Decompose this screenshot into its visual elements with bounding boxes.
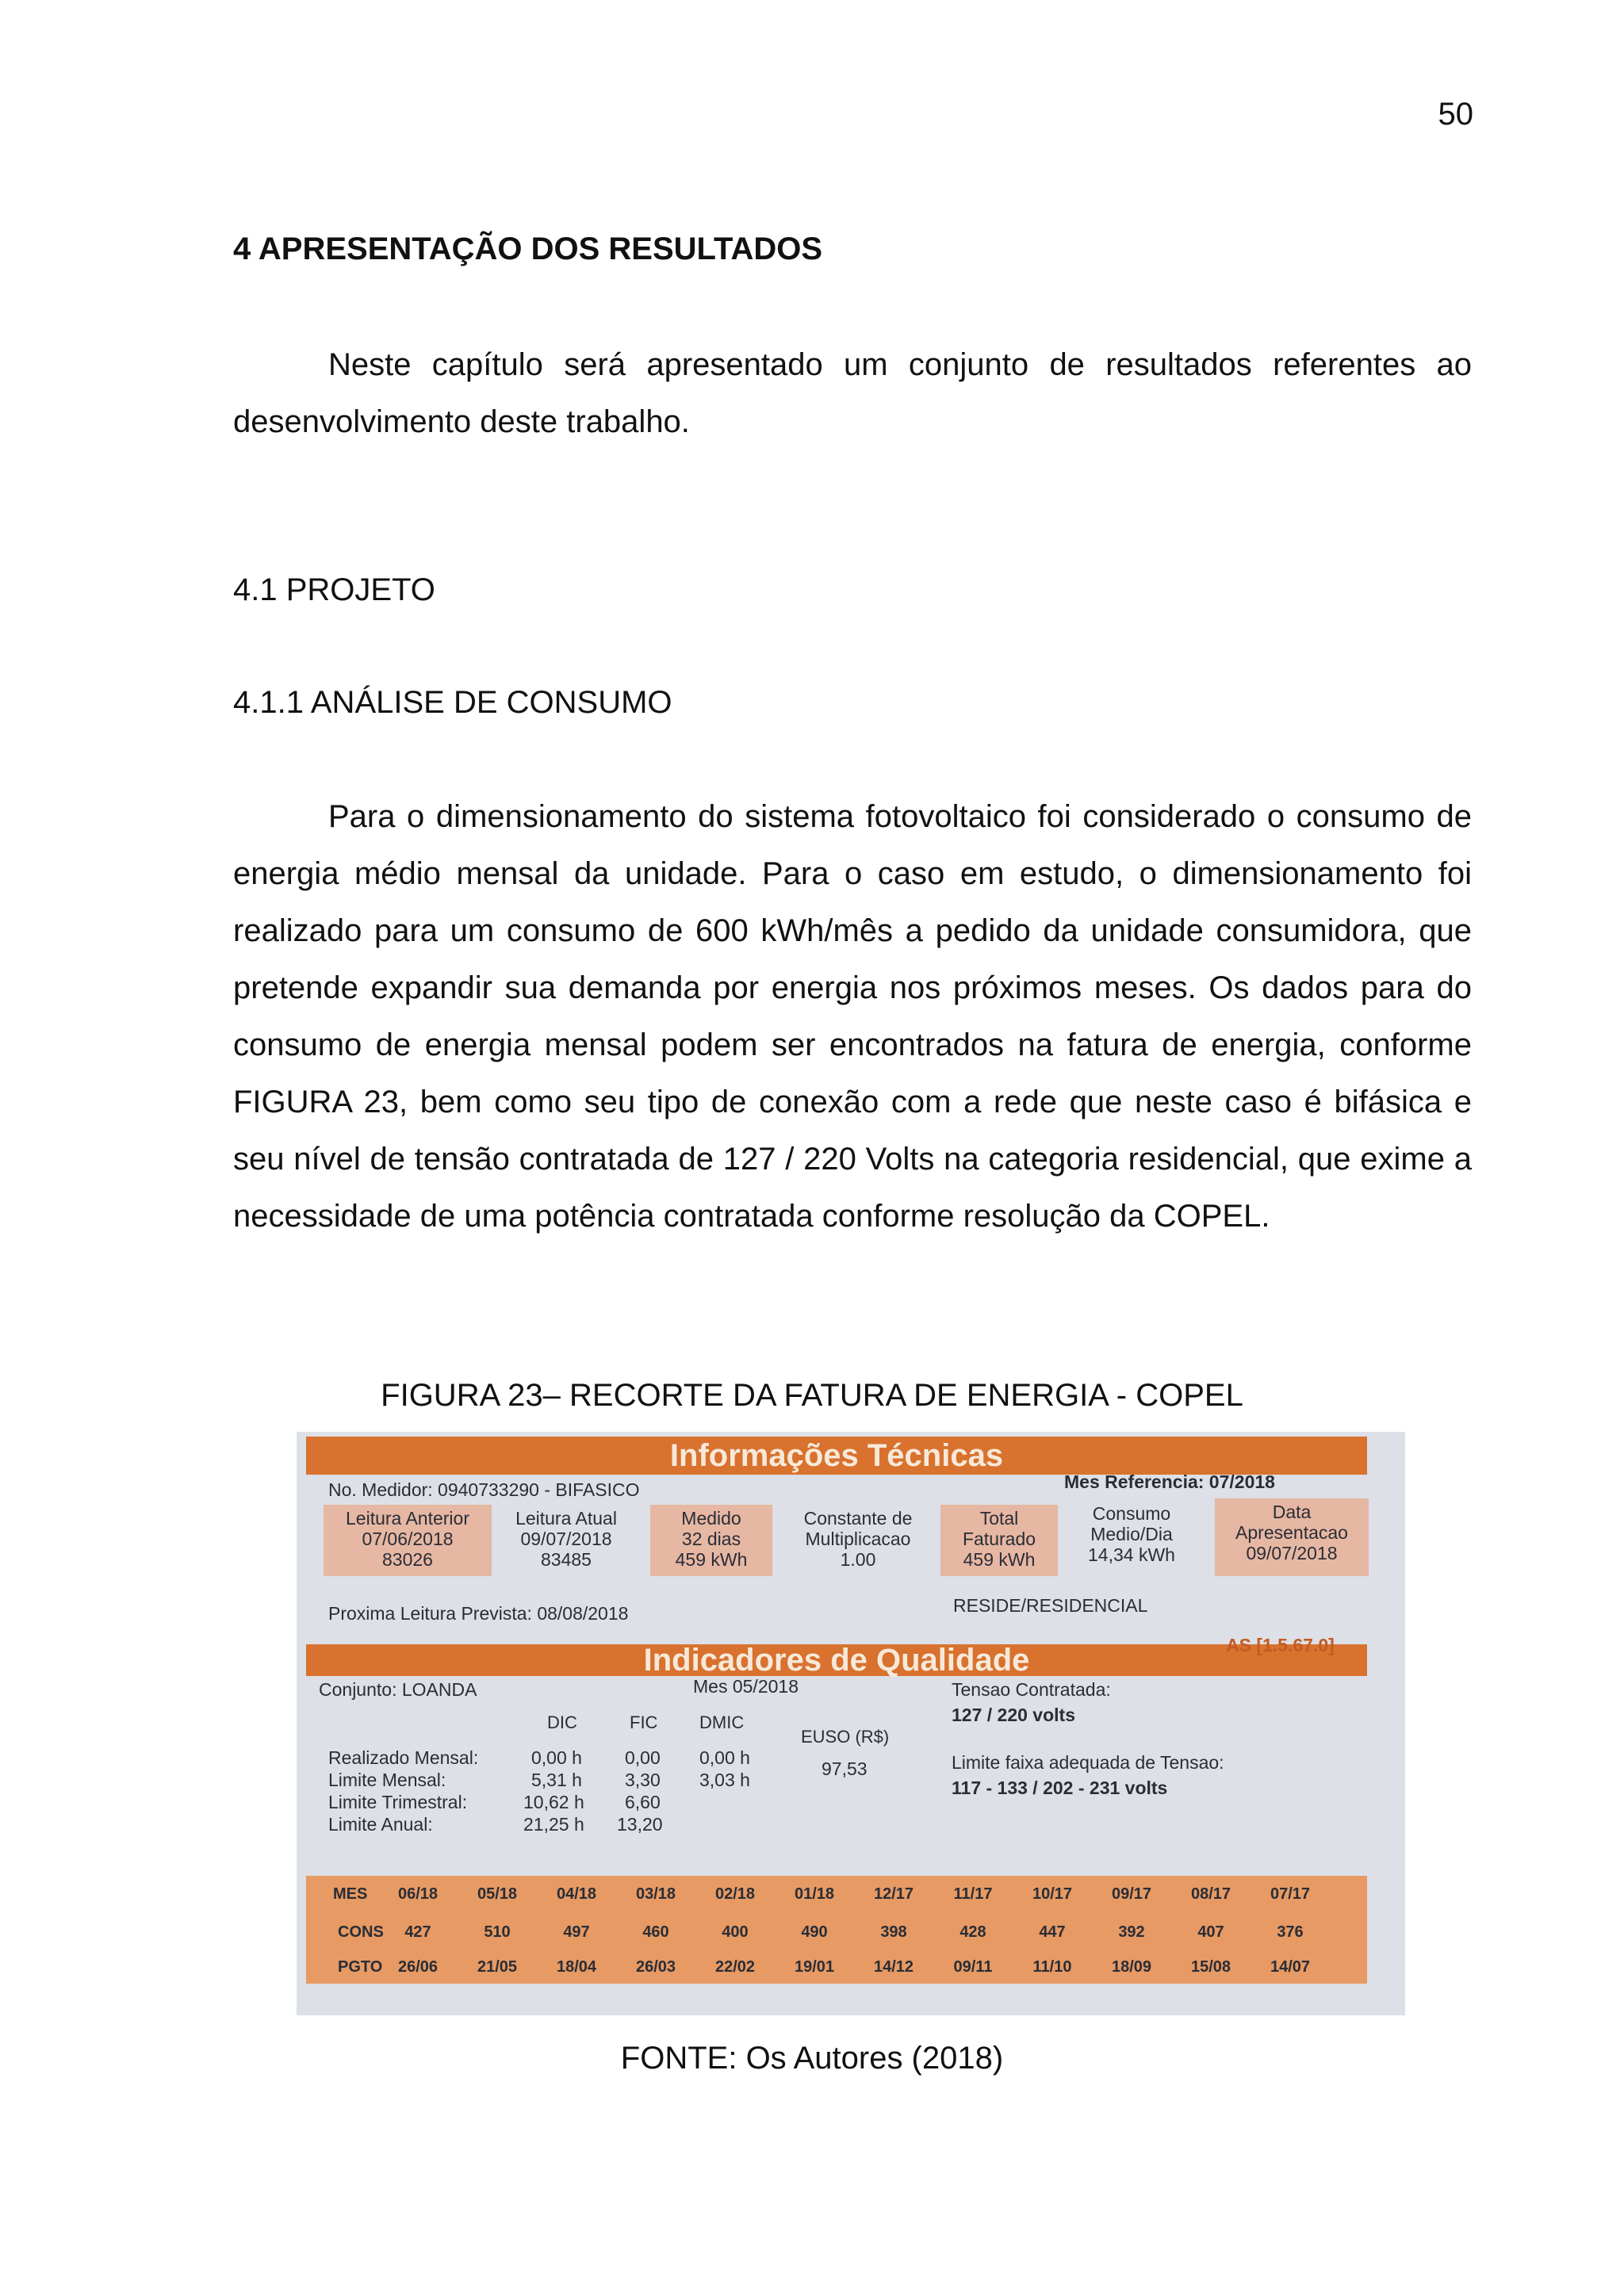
header-dic: DIC bbox=[547, 1712, 577, 1732]
history-pgto-cell: 11/10 bbox=[1032, 1958, 1072, 1976]
history-label-cons: CONS bbox=[338, 1923, 384, 1941]
total-faturado: Total Faturado 459 kWh bbox=[962, 1508, 1036, 1570]
history-mes-cell: 03/18 bbox=[635, 1885, 676, 1903]
history-mes-cell: 04/18 bbox=[556, 1885, 597, 1903]
history-mes-cell: 12/17 bbox=[873, 1885, 914, 1903]
limite-faixa-label: Limite faixa adequada de Tensao: bbox=[952, 1752, 1224, 1773]
history-cons-cell: 392 bbox=[1118, 1923, 1145, 1941]
history-mes-cell: 02/18 bbox=[714, 1885, 756, 1903]
history-pgto-cell: 14/07 bbox=[1270, 1958, 1311, 1976]
header-dmic: DMIC bbox=[699, 1712, 745, 1732]
history-mes-cell: 06/18 bbox=[397, 1885, 439, 1903]
history-cons-cell: 376 bbox=[1277, 1923, 1304, 1941]
body-paragraph: Para o dimensionamento do sistema fotovoltaico foi considerado o consumo de energia médio mensal da unidade. Para o caso em estudo, o dimensionamento foi realizado para um consumo de 600 kWh/mês a pedido da unidade consumidora, que pretende expandir sua demanda por energia nos próximos meses. Os dados para do consumo de energia mensal podem ser encontrados na fatura de energia, conforme FIGURA 23, bem como seu tipo de conexão com a rede que neste caso é bifásica e seu nível de tensão contratada de 127 / 220 Volts na categoria residencial, que exime a necessidade de uma potência contratada conforme resolução da COPEL. bbox=[233, 799, 1472, 1234]
as-code: AS [1.5.67.0] bbox=[1226, 1635, 1335, 1655]
proxima-leitura: Proxima Leitura Prevista: 08/08/2018 bbox=[328, 1603, 629, 1624]
history-mes-cell: 08/17 bbox=[1190, 1885, 1231, 1903]
history-pgto-cell: 21/05 bbox=[477, 1958, 518, 1976]
constante-multiplicacao: Constante de Multiplicacao 1.00 bbox=[803, 1508, 913, 1570]
history-pgto-cell: 14/12 bbox=[873, 1958, 914, 1976]
history-pgto-cell: 15/08 bbox=[1190, 1958, 1231, 1976]
mes-referencia: Mes Referencia: 07/2018 bbox=[1064, 1471, 1275, 1492]
subsection-title: 4.1.1 ANÁLISE DE CONSUMO bbox=[233, 685, 672, 720]
tensao-contratada-label: Tensao Contratada: bbox=[952, 1679, 1111, 1700]
header-euso: EUSO (R$) bbox=[801, 1727, 890, 1747]
history-cons-cell: 398 bbox=[880, 1923, 907, 1941]
history-cons-cell: 460 bbox=[642, 1923, 669, 1941]
history-mes-cell: 11/17 bbox=[953, 1885, 993, 1903]
leitura-anterior: Leitura Anterior 07/06/2018 83026 bbox=[346, 1508, 469, 1570]
history-pgto-cell: 18/09 bbox=[1111, 1958, 1152, 1976]
history-mes-cell: 10/17 bbox=[1032, 1885, 1073, 1903]
history-cons-cell: 400 bbox=[722, 1923, 749, 1941]
limite-faixa-value: 117 - 133 / 202 - 231 volts bbox=[952, 1777, 1168, 1798]
categoria: RESIDE/RESIDENCIAL bbox=[953, 1595, 1148, 1616]
section-title: 4.1 PROJETO bbox=[233, 572, 435, 607]
history-cons-cell: 427 bbox=[404, 1923, 431, 1941]
invoice-figure: Informações Técnicas No. Medidor: 0940733290 - BIFASICO Mes Referencia: 07/2018 Leitura Anterior 07/06/2018 83026 Leitura Atual 09/07/2018 83485 Medido 32 dias 459 kWh Constante de Multiplicacao 1.00 Total Faturado 459 kWh Consumo Medio/Dia 14,34 kWh Data Apresentacao 09/07/2018 Proxima Leitura Prevista: 08/08/2018 RESIDE/RESIDENCIAL Indicadores de Qualidade AS [1.5.67.0] Conjunto: LOANDA Mes 05/2018 DIC FIC DMIC EUSO (R$) Realizado Mensal: 0,00 h 0,00 0,00 h Limite Mensal: 5,31 h 3,30 3,03 h Limite Trimestral: 10,62 h 6,60 Limite Anual: 21,25 h 13,20 97,53 Tensao Contratada: 127 / 220 volts Limite faixa adequada de Tensao: 117 - 133 / 202 - 231 volts MES CONS PGTO 06/18 05/18 04/18 03/18 02/18 01/18 12/17 11/17 10/17 09/17 08/17 07/17 427 510 497 460 400 490 398 428 447 392 407 376 26/06 21/05 18/04 26/03 22/02 19/01 14/12 09/11 11/10 18/09 15/08 14/07 bbox=[297, 1432, 1405, 2015]
history-pgto-cell: 26/06 bbox=[397, 1958, 439, 1976]
leitura-atual: Leitura Atual 09/07/2018 83485 bbox=[515, 1508, 617, 1570]
history-pgto-cell: 09/11 bbox=[953, 1958, 993, 1976]
data-apresentacao: Data Apresentacao 09/07/2018 bbox=[1235, 1502, 1348, 1563]
medido: Medido 32 dias 459 kWh bbox=[675, 1508, 748, 1570]
history-label-pgto: PGTO bbox=[338, 1958, 383, 1976]
history-pgto-cell: 22/02 bbox=[714, 1958, 756, 1976]
history-pgto-cell: 19/01 bbox=[794, 1958, 835, 1976]
medidor-label: No. Medidor: 0940733290 - BIFASICO bbox=[328, 1479, 640, 1500]
history-mes-cell: 01/18 bbox=[794, 1885, 835, 1903]
tensao-contratada-value: 127 / 220 volts bbox=[952, 1705, 1075, 1725]
conjunto: Conjunto: LOANDA bbox=[319, 1679, 477, 1700]
figure-caption: FIGURA 23– RECORTE DA FATURA DE ENERGIA - COPEL bbox=[381, 1378, 1243, 1413]
intro-paragraph: Neste capítulo será apresentado um conjunto de resultados referentes ao desenvolvimento deste trabalho. bbox=[233, 347, 1472, 439]
band-indicadores-qualidade: Indicadores de Qualidade bbox=[306, 1644, 1367, 1676]
history-label-mes: MES bbox=[333, 1885, 368, 1903]
header-fic: FIC bbox=[630, 1712, 658, 1732]
history-mes-cell: 05/18 bbox=[477, 1885, 518, 1903]
euso-value: 97,53 bbox=[822, 1758, 868, 1779]
history-pgto-cell: 18/04 bbox=[556, 1958, 597, 1976]
chapter-title: 4 APRESENTAÇÃO DOS RESULTADOS bbox=[233, 232, 823, 266]
history-cons-cell: 497 bbox=[563, 1923, 590, 1941]
history-cons-cell: 510 bbox=[484, 1923, 511, 1941]
history-mes-cell: 07/17 bbox=[1270, 1885, 1311, 1903]
figure-source: FONTE: Os Autores (2018) bbox=[620, 2041, 1004, 2076]
band-informacoes-tecnicas: Informações Técnicas bbox=[306, 1437, 1367, 1475]
history-cons-cell: 447 bbox=[1039, 1923, 1066, 1941]
history-mes-cell: 09/17 bbox=[1111, 1885, 1152, 1903]
mes-qualidade: Mes 05/2018 bbox=[693, 1676, 799, 1697]
history-cons-cell: 428 bbox=[959, 1923, 986, 1941]
history-cons-cell: 407 bbox=[1197, 1923, 1224, 1941]
page-number: 50 bbox=[1438, 97, 1473, 132]
consumo-medio-dia: Consumo Medio/Dia 14,34 kWh bbox=[1088, 1503, 1175, 1565]
history-cons-cell: 490 bbox=[801, 1923, 828, 1941]
history-pgto-cell: 26/03 bbox=[635, 1958, 676, 1976]
